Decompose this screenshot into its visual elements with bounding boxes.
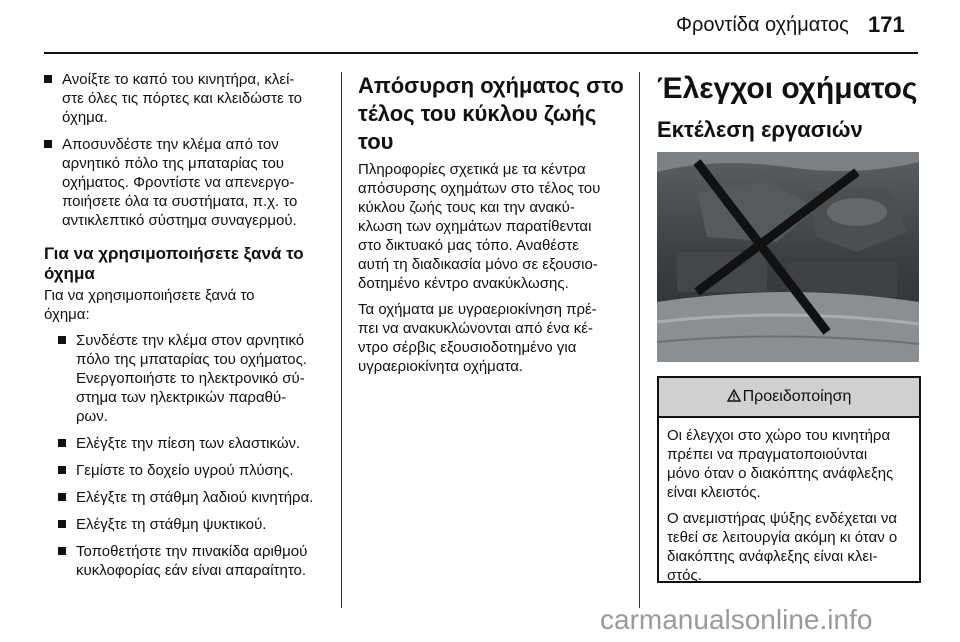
list-item-line: Γεμίστε το δοχείο υγρού πλύσης. [76, 462, 294, 479]
list-item [58, 515, 336, 534]
list-item-line: ποιήσετε όλα τα συστήματα, π.χ. το [62, 193, 298, 210]
list-item [58, 331, 336, 426]
paragraph [667, 509, 913, 585]
bullet-square-icon [44, 140, 52, 148]
text-line: Πληροφορίες σχετικά με τα κέντρα [358, 161, 586, 178]
column-divider-1 [341, 72, 342, 608]
middle-column [358, 72, 630, 383]
list-item [58, 488, 336, 507]
bullet-square-icon [58, 336, 66, 344]
list-item-line: πόλο της μπαταρίας του οχήματος. [76, 351, 307, 368]
bullet-square-icon [58, 466, 66, 474]
warning-body [659, 418, 919, 585]
list-item [58, 434, 336, 453]
text-line: Ο ανεμιστήρας ψύξης ενδέχεται να [667, 510, 897, 527]
list-item-line: Ελέγξτε την πίεση των ελαστικών. [76, 435, 301, 452]
list-item-line: στημα των ηλεκτρικών παραθύ- [76, 389, 287, 406]
intro-text [44, 286, 336, 324]
text-line: υγραεριοκίνητα οχήματα. [358, 358, 524, 375]
list-item [58, 542, 336, 580]
text-line: όχημα: [44, 306, 90, 323]
section-subtitle: Εκτέλεση εργασιών [657, 117, 863, 142]
list-item [44, 135, 336, 230]
list-item-line: όχημα. [62, 109, 108, 126]
text-line: μόνο όταν ο διακόπτης ανάφλεξης [667, 465, 894, 482]
list-item-line: Αποσυνδέστε την κλέμα από τον [62, 136, 279, 153]
bullet-square-icon [58, 520, 66, 528]
header-title: Φροντίδα οχήματος [676, 14, 849, 36]
list-item-line: κυκλοφορίας εάν είναι απαραίτητο. [76, 562, 307, 579]
list-item [58, 461, 336, 480]
list-item-line: Τοποθετήστε την πινακίδα αριθμού [76, 543, 308, 560]
text-line: πει να ανακυκλώνονται από ένα κέ- [358, 320, 593, 337]
heading-line: όχημα [44, 264, 95, 283]
list-item-line: στε όλες τις πόρτες και κλειδώστε το [62, 90, 303, 107]
bullet-square-icon [58, 493, 66, 501]
section-heading [358, 72, 630, 156]
text-line: Για να χρησιμοποιήσετε ξανά το [44, 287, 255, 304]
warning-triangle-icon [727, 389, 741, 402]
list-item-line: αντικλεπτικό σύστημα συναγερμού. [62, 212, 297, 229]
text-line: τεθεί σε λειτουργία ακόμη κι όταν ο [667, 529, 898, 546]
page-number: 171 [868, 12, 905, 37]
text-line: στο δικτυακό μας τόπο. Αναθέστε [358, 237, 579, 254]
list-item-line: Ελέγξτε τη στάθμη λαδιού κινητήρα. [76, 489, 314, 506]
warning-box [657, 376, 921, 583]
text-line: απόσυρσης οχημάτων στο τέλος του [358, 180, 601, 197]
warning-title: Προειδοποίηση [742, 388, 852, 405]
right-column [657, 72, 919, 154]
page-title: Έλεγχοι οχήματος [657, 72, 918, 105]
text-line: πρέπει να πραγματοποιούνται [667, 446, 868, 463]
text-line: δοτημένο κέντρο ανακύκλωσης. [358, 275, 569, 292]
paragraph [667, 426, 913, 502]
bullet-square-icon [58, 547, 66, 555]
text-line: στός. [667, 567, 702, 584]
text-line: ντρο σέρβις εξουσιοδοτημένο για [358, 339, 577, 356]
header-divider [44, 52, 918, 54]
paragraph [358, 300, 630, 376]
list-item-line: Συνδέστε την κλέμα στον αρνητικό [76, 332, 305, 349]
text-line: Τα οχήματα με υγραεριοκίνηση πρέ- [358, 301, 597, 318]
heading-line: τέλος του κύκλου ζωής του [358, 101, 597, 154]
text-line: διακόπτης ανάφλεξης είναι κλει- [667, 548, 878, 565]
text-line: είναι κλειστός. [667, 484, 761, 501]
paragraph [358, 160, 630, 293]
bullet-square-icon [58, 439, 66, 447]
column-divider-2 [639, 72, 640, 608]
watermark: carmanualsonline.info [600, 604, 873, 635]
heading-line: Για να χρησιμοποιήσετε ξανά το [44, 244, 304, 263]
list-item-line: Ανοίξτε το καπό του κινητήρα, κλεί- [62, 71, 295, 88]
engine-bay-illustration [657, 152, 919, 362]
list-item-line: Ενεργοποιήστε το ηλεκτρονικό σύ- [76, 370, 305, 387]
section-heading [44, 244, 336, 284]
text-line: κύκλου ζωής τους και την ανακύ- [358, 199, 575, 216]
list-item-line: ρων. [76, 408, 108, 425]
engine-bay-photo [657, 152, 919, 362]
left-column [44, 70, 336, 588]
list-item-line: Ελέγξτε τη στάθμη ψυκτικού. [76, 516, 267, 533]
bullet-square-icon [44, 75, 52, 83]
heading-line: Απόσυρση οχήματος στο [358, 73, 624, 98]
list-item [44, 70, 336, 127]
list-item-line: αρνητικό πόλο της μπαταρίας του [62, 155, 285, 172]
text-line: κλωση των οχημάτων παρατίθενται [358, 218, 592, 235]
warning-header [659, 378, 919, 418]
list-item-line: οχήματος. Φροντίστε να απενεργο- [62, 174, 295, 191]
text-line: αυτή τη διαδικασία μόνο σε εξουσιο- [358, 256, 598, 273]
text-line: Οι έλεγχοι στο χώρο του κινητήρα [667, 427, 891, 444]
